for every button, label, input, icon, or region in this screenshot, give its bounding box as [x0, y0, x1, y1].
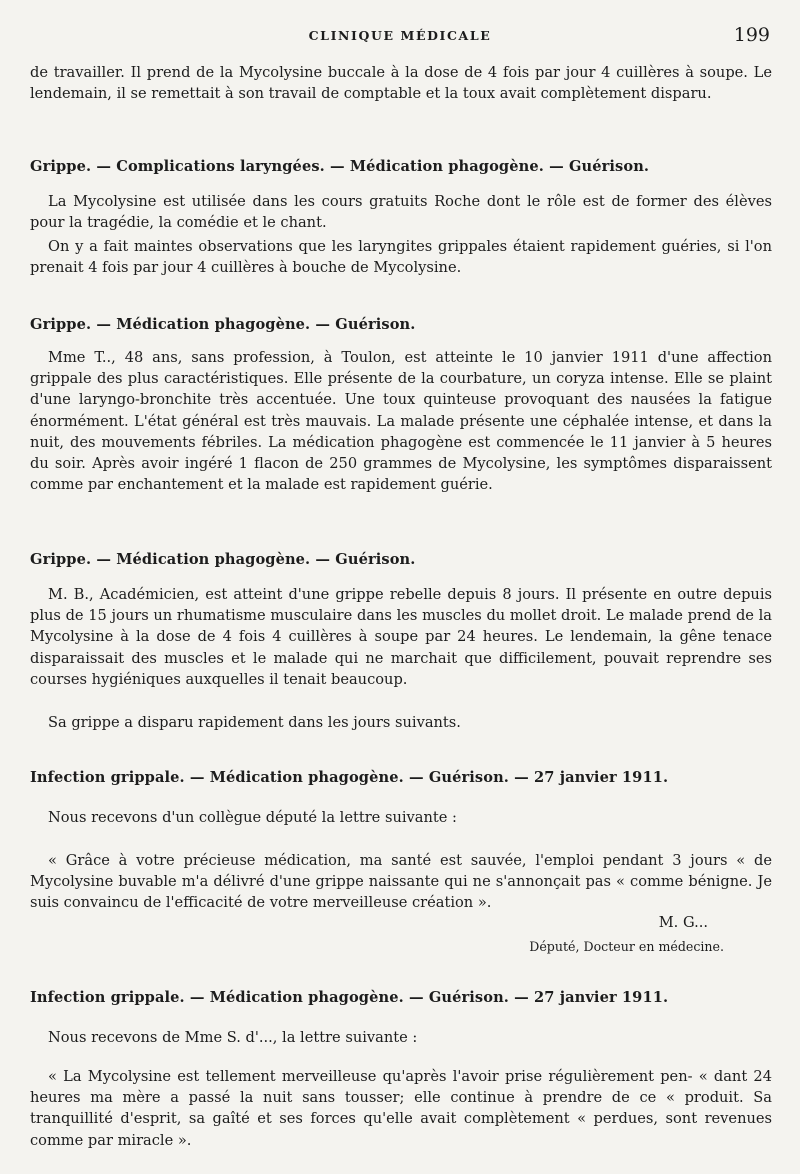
paragraph: La Mycolysine est utilisée dans les cours gratuits Roche dont le rôle est de former des élèves pour la tragédie, la comédie et le chant. [30, 193, 772, 232]
running-title: CLINIQUE MÉDICALE [308, 28, 492, 43]
quoted-letter: « La Mycolysine est tellement merveilleuse qu'après l'avoir prise régulièrement pen- « dant 24 heures ma mère a passé la nuit sans tousser; elle continue à prendre de ce « produit. Sa tranquillité d'esprit, sa gaîté et ses forces qu'elle avait complètement « perdues, sont revenues comme par miracle ». [30, 1068, 772, 1149]
paragraph: Nous recevons d'un collègue député la lettre suivante : [48, 809, 457, 826]
paragraph: M. B., Académicien, est atteint d'une grippe rebelle depuis 8 jours. Il présente en outre depuis plus de 15 jours un rhumatisme musculaire dans les muscles du mollet droit. Le malade prend de la Mycolysine à la dose de 4 fois 4 cuillères à soupe par 24 heures. Le lendemain, la gêne tenace disparaissait des muscles et le malade qui ne marchait que difficilement, pouvait reprendre ses courses hygiéniques auxquelles il tenait beaucoup. [30, 586, 772, 688]
paragraph: Mme T.., 48 ans, sans profession, à Toulon, est atteinte le 10 janvier 1911 d'une affection grippale des plus caractéristiques. Elle présente de la courbature, un coryza intense. Elle se plaint d'une laryngo-bronchite très accentuée. Une toux quinteuse provoquant des nausées la fatigue énormément. L'état général est très mauvais. La malade présente une céphalée intense, et dans la nuit, des mouvements fébriles. La médication phagogène est commencée le 11 janvier à 5 heures du soir. Après avoir ingéré 1 flacon de 250 grammes de Mycolysine, les symptômes disparaissent comme par enchantement et la malade est rapidement guérie. [30, 349, 772, 494]
intro-paragraph: de travailler. Il prend de la Mycolysine buccale à la dose de 4 fois par jour 4 cuillères à soupe. Le lendemain, il se remettait à son travail de comptable et la toux avait complètement disparu. [30, 64, 772, 103]
section-heading: Grippe. — Médication phagogène. — Guérison. [30, 551, 416, 568]
section-heading: Grippe. — Complications laryngées. — Médication phagogène. — Guérison. [30, 158, 650, 175]
signature: M. G... [658, 914, 708, 931]
paragraph: On y a fait maintes observations que les laryngites grippales étaient rapidement guéries, si l'on prenait 4 fois par jour 4 cuillères à bouche de Mycolysine. [30, 238, 772, 277]
paragraph: Nous recevons de Mme S. d'..., la lettre suivante : [48, 1029, 418, 1046]
section-heading: Grippe. — Médication phagogène. — Guérison. [30, 316, 416, 333]
page-number: 199 [733, 24, 770, 46]
signature-title: Député, Docteur en médecine. [529, 939, 724, 954]
quoted-letter: « Grâce à votre précieuse médication, ma santé est sauvée, l'emploi pendant 3 jours « de Mycolysine buvable m'a délivré d'une grippe naissante qui ne s'annonçait pas « comme bénigne. Je suis convaincu de l'efficacité de votre merveilleuse création ». [30, 852, 772, 912]
section-heading: Infection grippale. — Médication phagogène. — Guérison. — 27 janvier 1911. [30, 769, 669, 786]
section-heading: Infection grippale. — Médication phagogène. — Guérison. — 27 janvier 1911. [30, 989, 669, 1006]
paragraph: Sa grippe a disparu rapidement dans les jours suivants. [48, 714, 461, 731]
